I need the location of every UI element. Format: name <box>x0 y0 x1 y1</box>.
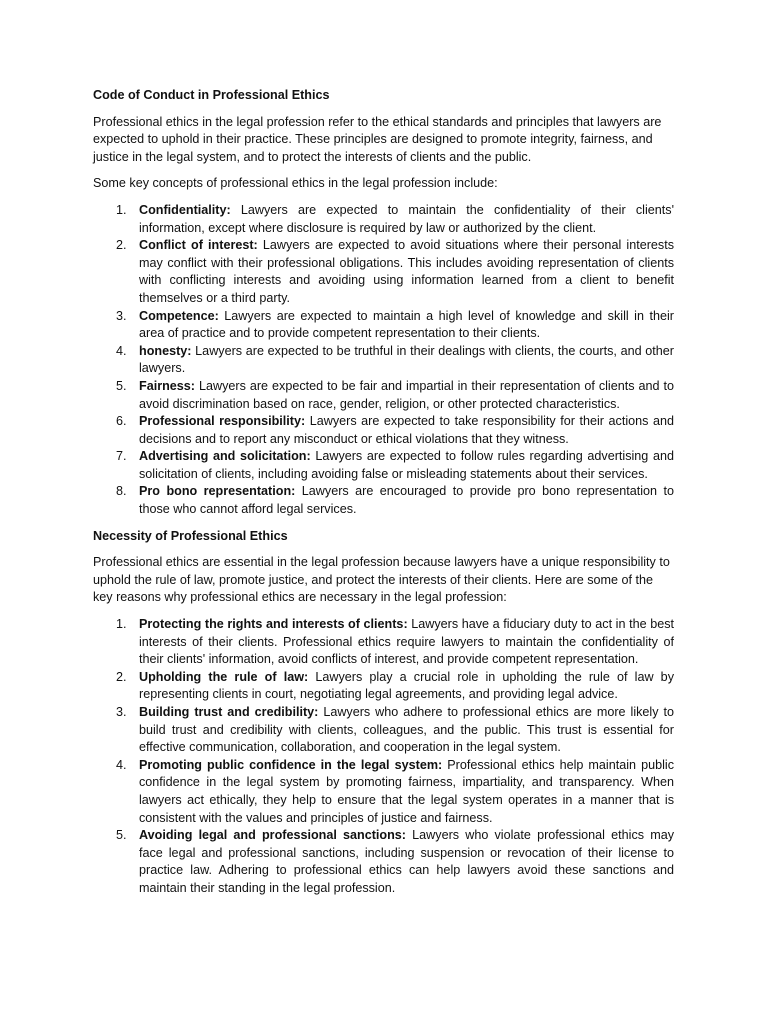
list-term: Pro bono representation: <box>139 484 296 499</box>
list-number: 2. <box>116 669 127 684</box>
list-term: Competence: <box>139 308 219 323</box>
list-item <box>93 827 674 897</box>
list-number: 3. <box>116 705 127 719</box>
document-page <box>93 87 674 907</box>
intro-paragraph-necessity: Professional ethics are essential in the legal profession because lawyers have a unique responsibility to uphold the rule of law, promote justice, and protect the interests of their clients. Here are some of the key reasons why professional ethics are necessary in the legal profession: <box>93 555 670 605</box>
section-heading-code-of-conduct: Code of Conduct in Professional Ethics <box>93 88 330 102</box>
list-number: 7. <box>116 449 127 464</box>
list-item <box>93 616 674 669</box>
list-number: 6. <box>116 414 127 429</box>
list-text: Lawyers who violate professional ethics may face legal and professional sanctions, including suspension or revocation of their license to practice law. Adhering to professional ethics can help lawyers avoid these sanctions and maintain their standing in the legal profession. <box>139 828 674 895</box>
list-item <box>93 757 674 827</box>
list-term: Protecting the rights and interests of clients: <box>139 617 408 632</box>
list-number: 1. <box>116 202 127 217</box>
list-text: Professional ethics help maintain public confidence in the legal system by promoting fairness, impartiality, and transparency. When lawyers act ethically, they help to ensure that the legal system operates in a manner that is consistent with the values and principles of justice and fairness. <box>139 757 674 825</box>
list-item <box>93 237 674 307</box>
list-text: Lawyers have a fiduciary duty to act in the best interests of their clients. Professional ethics require lawyers to maintain the confidentiality of their clients' information, avoid conflicts of interest, and provide competent representation. <box>139 617 674 667</box>
list-text: Lawyers are expected to avoid situations where their personal interests may conflict with their professional obligations. This includes avoiding representation of clients with conflicting interests and avoiding using information learned from a client to benefit themselves or a third party. <box>139 238 674 305</box>
list-number: 4. <box>116 757 127 772</box>
list-term: Confidentiality: <box>139 202 231 217</box>
intro-paragraph-code-of-conduct: Professional ethics in the legal profession refer to the ethical standards and principles that lawyers are expected to uphold in their practice. These principles are designed to promote integrity, fairness, and justice in the legal system, and to protect the interests of clients and the public. <box>93 114 662 164</box>
list-text: Lawyers are expected to take responsibility for their actions and decisions and to report any misconduct or ethical violations that they witness. <box>139 414 674 446</box>
list-text: Lawyers are encouraged to provide pro bono representation to those who cannot afford legal services. <box>139 484 675 517</box>
section-heading-necessity: Necessity of Professional Ethics <box>93 528 288 543</box>
list-text: Lawyers play a crucial role in upholding the rule of law by representing clients in court, negotiating legal agreements, and providing legal advice. <box>139 669 674 702</box>
list-item <box>93 669 674 704</box>
list-term: Conflict of interest: <box>139 238 258 253</box>
list-term: Avoiding legal and professional sanctions: <box>139 828 407 843</box>
list-item <box>93 308 674 343</box>
lead-paragraph-key-concepts: Some key concepts of professional ethics in the legal profession include: <box>93 176 498 191</box>
list-number: 8. <box>116 484 127 499</box>
list-text: Lawyers who adhere to professional ethics are more likely to build trust and credibility with clients, colleagues, and the public. This trust is essential for effective communication, collaboration, and cooperation in the legal system. <box>139 705 674 755</box>
list-item <box>93 202 674 237</box>
list-item <box>93 343 674 378</box>
list-number: 1. <box>116 617 127 632</box>
list-text: Lawyers are expected to maintain the confidentiality of their clients' information, except where disclosure is required by law or authorized by the client. <box>139 202 674 235</box>
list-number: 2. <box>116 238 127 253</box>
list-term: Building trust and credibility: <box>139 705 319 719</box>
list-item <box>93 704 674 757</box>
list-item <box>93 413 674 448</box>
list-item <box>93 448 674 483</box>
list-term: Advertising and solicitation: <box>139 449 311 464</box>
list-term: Professional responsibility: <box>139 414 306 429</box>
key-concepts-list <box>93 202 674 519</box>
list-number: 4. <box>116 343 127 358</box>
list-item <box>93 378 674 413</box>
list-text: Lawyers are expected to maintain a high level of knowledge and skill in their area of practice and to provide competent representation to their clients. <box>139 308 674 341</box>
list-number: 5. <box>116 828 127 843</box>
list-term: honesty: <box>139 343 192 358</box>
necessity-reasons-list <box>93 616 674 898</box>
list-text: Lawyers are expected to follow rules regarding advertising and solicitation of clients, including avoiding false or misleading statements about their services. <box>139 449 674 481</box>
list-number: 5. <box>116 378 127 393</box>
list-text: Lawyers are expected to be truthful in their dealings with clients, the courts, and other lawyers. <box>139 343 674 376</box>
list-term: Upholding the rule of law: <box>139 669 309 684</box>
list-text: Lawyers are expected to be fair and impartial in their representation of clients and to avoid discrimination based on race, gender, religion, or other protected characteristics. <box>139 378 674 411</box>
list-term: Fairness: <box>139 378 195 393</box>
list-number: 3. <box>116 308 127 323</box>
list-item <box>93 483 674 518</box>
list-term: Promoting public confidence in the legal system: <box>139 757 443 772</box>
